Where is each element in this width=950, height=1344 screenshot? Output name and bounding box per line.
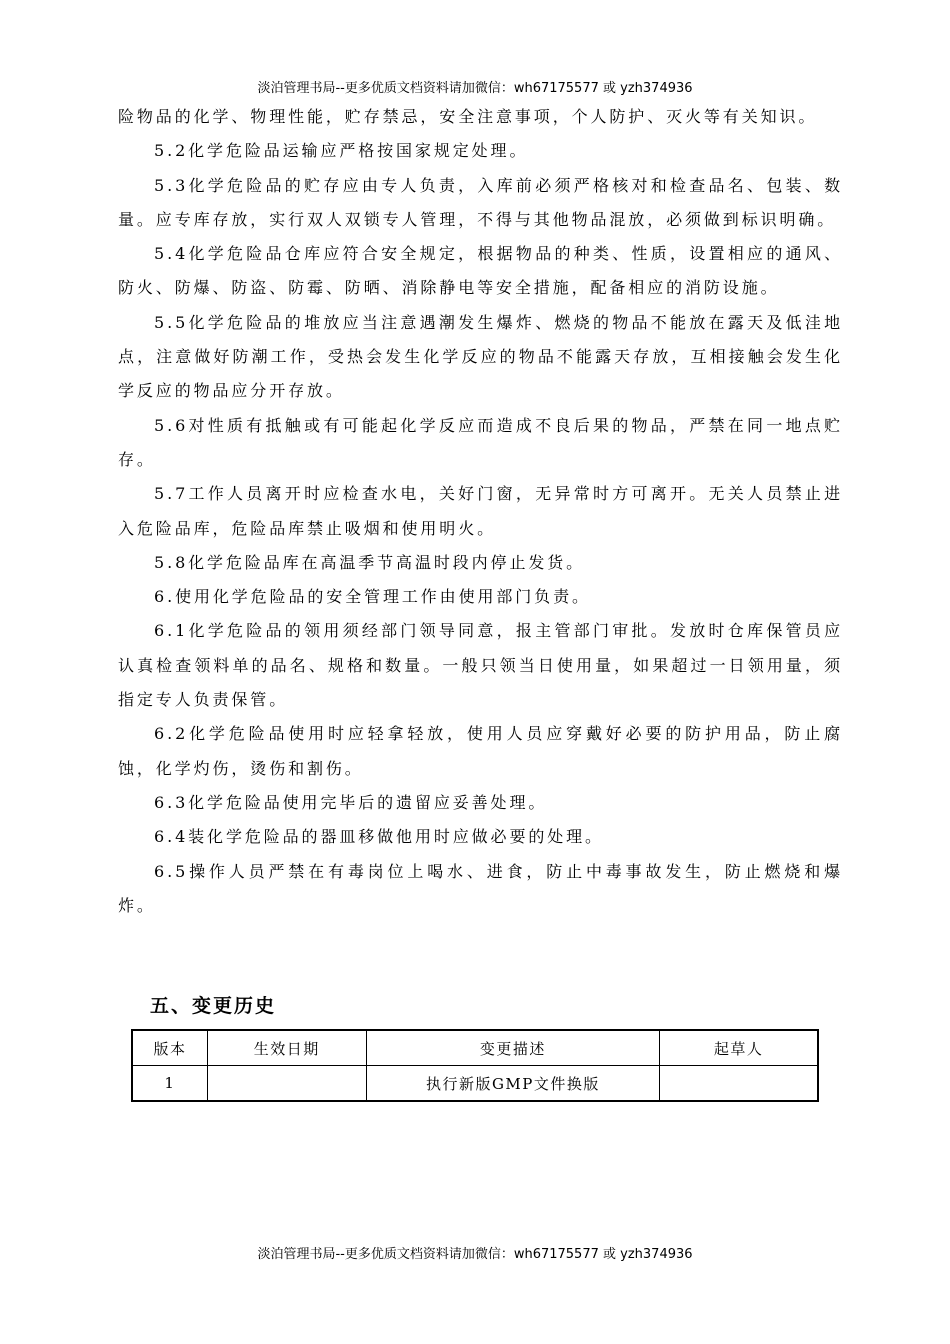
paragraph: 5.8化学危险品库在高温季节高温时段内停止发货。 (154, 552, 586, 572)
cell-drafter (660, 1066, 818, 1102)
paragraph: 5.4化学危险品仓库应符合安全规定，根据物品的种类、性质，设置相应的通风、防火、防爆、防盗、防霉、防晒、消除静电等安全措施，配备相应的消防设施。 (118, 244, 843, 298)
cell-change-description: 执行新版GMP文件换版 (366, 1066, 660, 1102)
paragraph: 5.7工作人员离开时应检查水电，关好门窗，无异常时方可离开。无关人员禁止进入危险品库，危险品库禁止吸烟和使用明火。 (118, 484, 843, 538)
paragraph: 5.5化学危险品的堆放应当注意遇潮发生爆炸、燃烧的物品不能放在露天及低洼地点，注意做好防潮工作，受热会发生化学反应的物品不能露天存放，互相接触会发生化学反应的物品应分开存放。 (118, 312, 843, 401)
cell-version: 1 (132, 1066, 207, 1102)
paragraph: 6.3化学危险品使用完毕后的遗留应妥善处理。 (154, 792, 548, 812)
table-row (132, 1066, 818, 1102)
document-body (118, 100, 843, 923)
paragraph: 5.6对性质有抵触或有可能起化学反应而造成不良后果的物品，严禁在同一地点贮存。 (118, 415, 843, 469)
paragraph: 险物品的化学、物理性能，贮存禁忌，安全注意事项，个人防护、灭火等有关知识。 (118, 107, 818, 126)
paragraph: 6.使用化学危险品的安全管理工作由使用部门负责。 (154, 587, 591, 607)
section-heading-change-history: 五、变更历史 (150, 995, 277, 1017)
column-header-change-description: 变更描述 (366, 1030, 660, 1066)
page-header: 淡泊管理书局--更多优质文档资料请加微信：wh67175577 或 yzh374936 (257, 81, 693, 96)
page-footer: 淡泊管理书局--更多优质文档资料请加微信：wh67175577 或 yzh374936 (257, 1247, 693, 1262)
paragraph: 6.2化学危险品使用时应轻拿轻放，使用人员应穿戴好必要的防护用品，防止腐蚀，化学灼伤，烫伤和割伤。 (118, 724, 843, 778)
paragraph: 6.4装化学危险品的器皿移做他用时应做必要的处理。 (154, 827, 604, 847)
cell-effective-date (207, 1066, 366, 1102)
paragraph: 5.3化学危险品的贮存应由专人负责，入库前必须严格核对和检查品名、包装、数量。应专库存放，实行双人双锁专人管理，不得与其他物品混放，必须做到标识明确。 (118, 175, 843, 229)
column-header-version: 版本 (132, 1030, 207, 1066)
table-header-row (132, 1030, 818, 1066)
column-header-drafter: 起草人 (660, 1030, 818, 1066)
paragraph: 6.5操作人员严禁在有毒岗位上喝水、进食，防止中毒事故发生，防止燃烧和爆炸。 (118, 861, 843, 915)
change-history-table (131, 1029, 819, 1102)
column-header-effective-date: 生效日期 (207, 1030, 366, 1066)
paragraph: 5.2化学危险品运输应严格按国家规定处理。 (154, 141, 529, 161)
paragraph: 6.1化学危险品的领用须经部门领导同意，报主管部门审批。发放时仓库保管员应认真检查领料单的品名、规格和数量。一般只领当日使用量，如果超过一日领用量，须指定专人负责保管。 (118, 621, 843, 710)
